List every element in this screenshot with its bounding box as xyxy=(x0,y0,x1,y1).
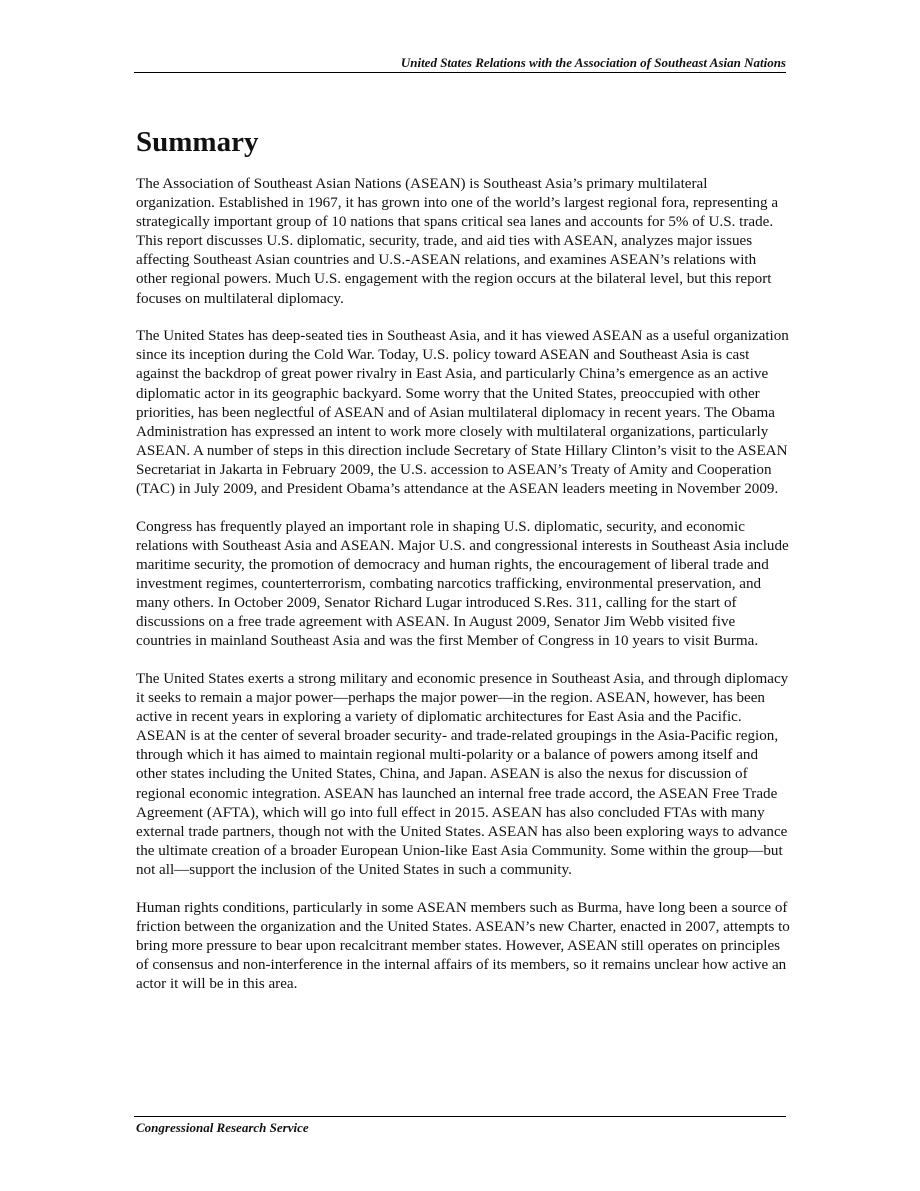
paragraph: The United States exerts a strong military and economic presence in Southeast Asia, and through diplomacy it seeks to remain a major power—perhaps the major power—in the region. ASEAN, however, has been active in recent years in exploring a variety of diplomatic architectures for East Asia and the Pacific. ASEAN is at the center of several broader security- and trade-related groupings in the Asia-Pacific region, through which it has aimed to maintain regional multi-polarity or a balance of powers among itself and other states including the United States, China, and Japan. ASEAN is also the nexus for discussion of regional economic integration. ASEAN has launched an internal free trade accord, the ASEAN Free Trade Agreement (AFTA), which will go into full effect in 2015. ASEAN has also concluded FTAs with many external trade partners, though not with the United States. ASEAN has also been exploring ways to advance the ultimate creation of a broader European Union-like East Asia Community. Some within the group—but not all—support the inclusion of the United States in such a community. xyxy=(136,670,789,878)
paragraph: Congress has frequently played an important role in shaping U.S. diplomatic, security, and economic relations with Southeast Asia and ASEAN. Major U.S. and congressional interests in Southeast Asia include maritime security, the promotion of democracy and human rights, the encouragement of liberal trade and investment regimes, counterterrorism, combating narcotics trafficking, environmental preservation, and many others. In October 2009, Senator Richard Lugar introduced S.Res. 311, calling for the start of discussions on a free trade agreement with ASEAN. In August 2009, Senator Jim Webb visited five countries in mainland Southeast Asia and was the first Member of Congress in 10 years to visit Burma. xyxy=(136,518,789,650)
section-title: Summary xyxy=(136,126,259,158)
paragraph: Human rights conditions, particularly in some ASEAN members such as Burma, have long been a source of friction between the organization and the United States. ASEAN’s new Charter, enacted in 2007, attempts to bring more pressure to bear upon recalcitrant member states. However, ASEAN still operates on principles of consensus and non-interference in the internal affairs of its members, so it remains unclear how active an actor it will be in this area. xyxy=(136,899,790,992)
running-header: United States Relations with the Association of Southeast Asian Nations xyxy=(400,55,786,70)
running-footer: Congressional Research Service xyxy=(136,1120,309,1135)
paragraph: The United States has deep-seated ties in Southeast Asia, and it has viewed ASEAN as a useful organization since its inception during the Cold War. Today, U.S. policy toward ASEAN and Southeast Asia is cast against the backdrop of great power rivalry in East Asia, and particularly China’s emergence as an active diplomatic actor in its geographic backyard. Some worry that the United States, preoccupied with other priorities, has been neglectful of ASEAN and of Asian multilateral diplomacy in recent years. The Obama Administration has expressed an intent to work more closely with multilateral organizations, particularly ASEAN. A number of steps in this direction include Secretary of State Hillary Clinton’s visit to the ASEAN Secretariat in Jakarta in February 2009, the U.S. accession to ASEAN’s Treaty of Amity and Cooperation (TAC) in July 2009, and President Obama’s attendance at the ASEAN leaders meeting in November 2009. xyxy=(136,328,789,497)
summary-section xyxy=(136,125,790,1013)
footer-divider xyxy=(134,1116,786,1117)
header-divider xyxy=(134,72,786,73)
paragraph: The Association of Southeast Asian Nations (ASEAN) is Southeast Asia’s primary multilateral organization. Established in 1967, it has grown into one of the world’s largest regional fora, representing a strategically important group of 10 nations that spans critical sea lanes and accounts for 5% of U.S. trade. This report discusses U.S. diplomatic, security, trade, and aid ties with ASEAN, analyzes major issues affecting Southeast Asian countries and U.S.-ASEAN relations, and examines ASEAN’s relations with other regional powers. Much U.S. engagement with the region occurs at the bilateral level, but this report focuses on multilateral diplomacy. xyxy=(136,176,779,307)
